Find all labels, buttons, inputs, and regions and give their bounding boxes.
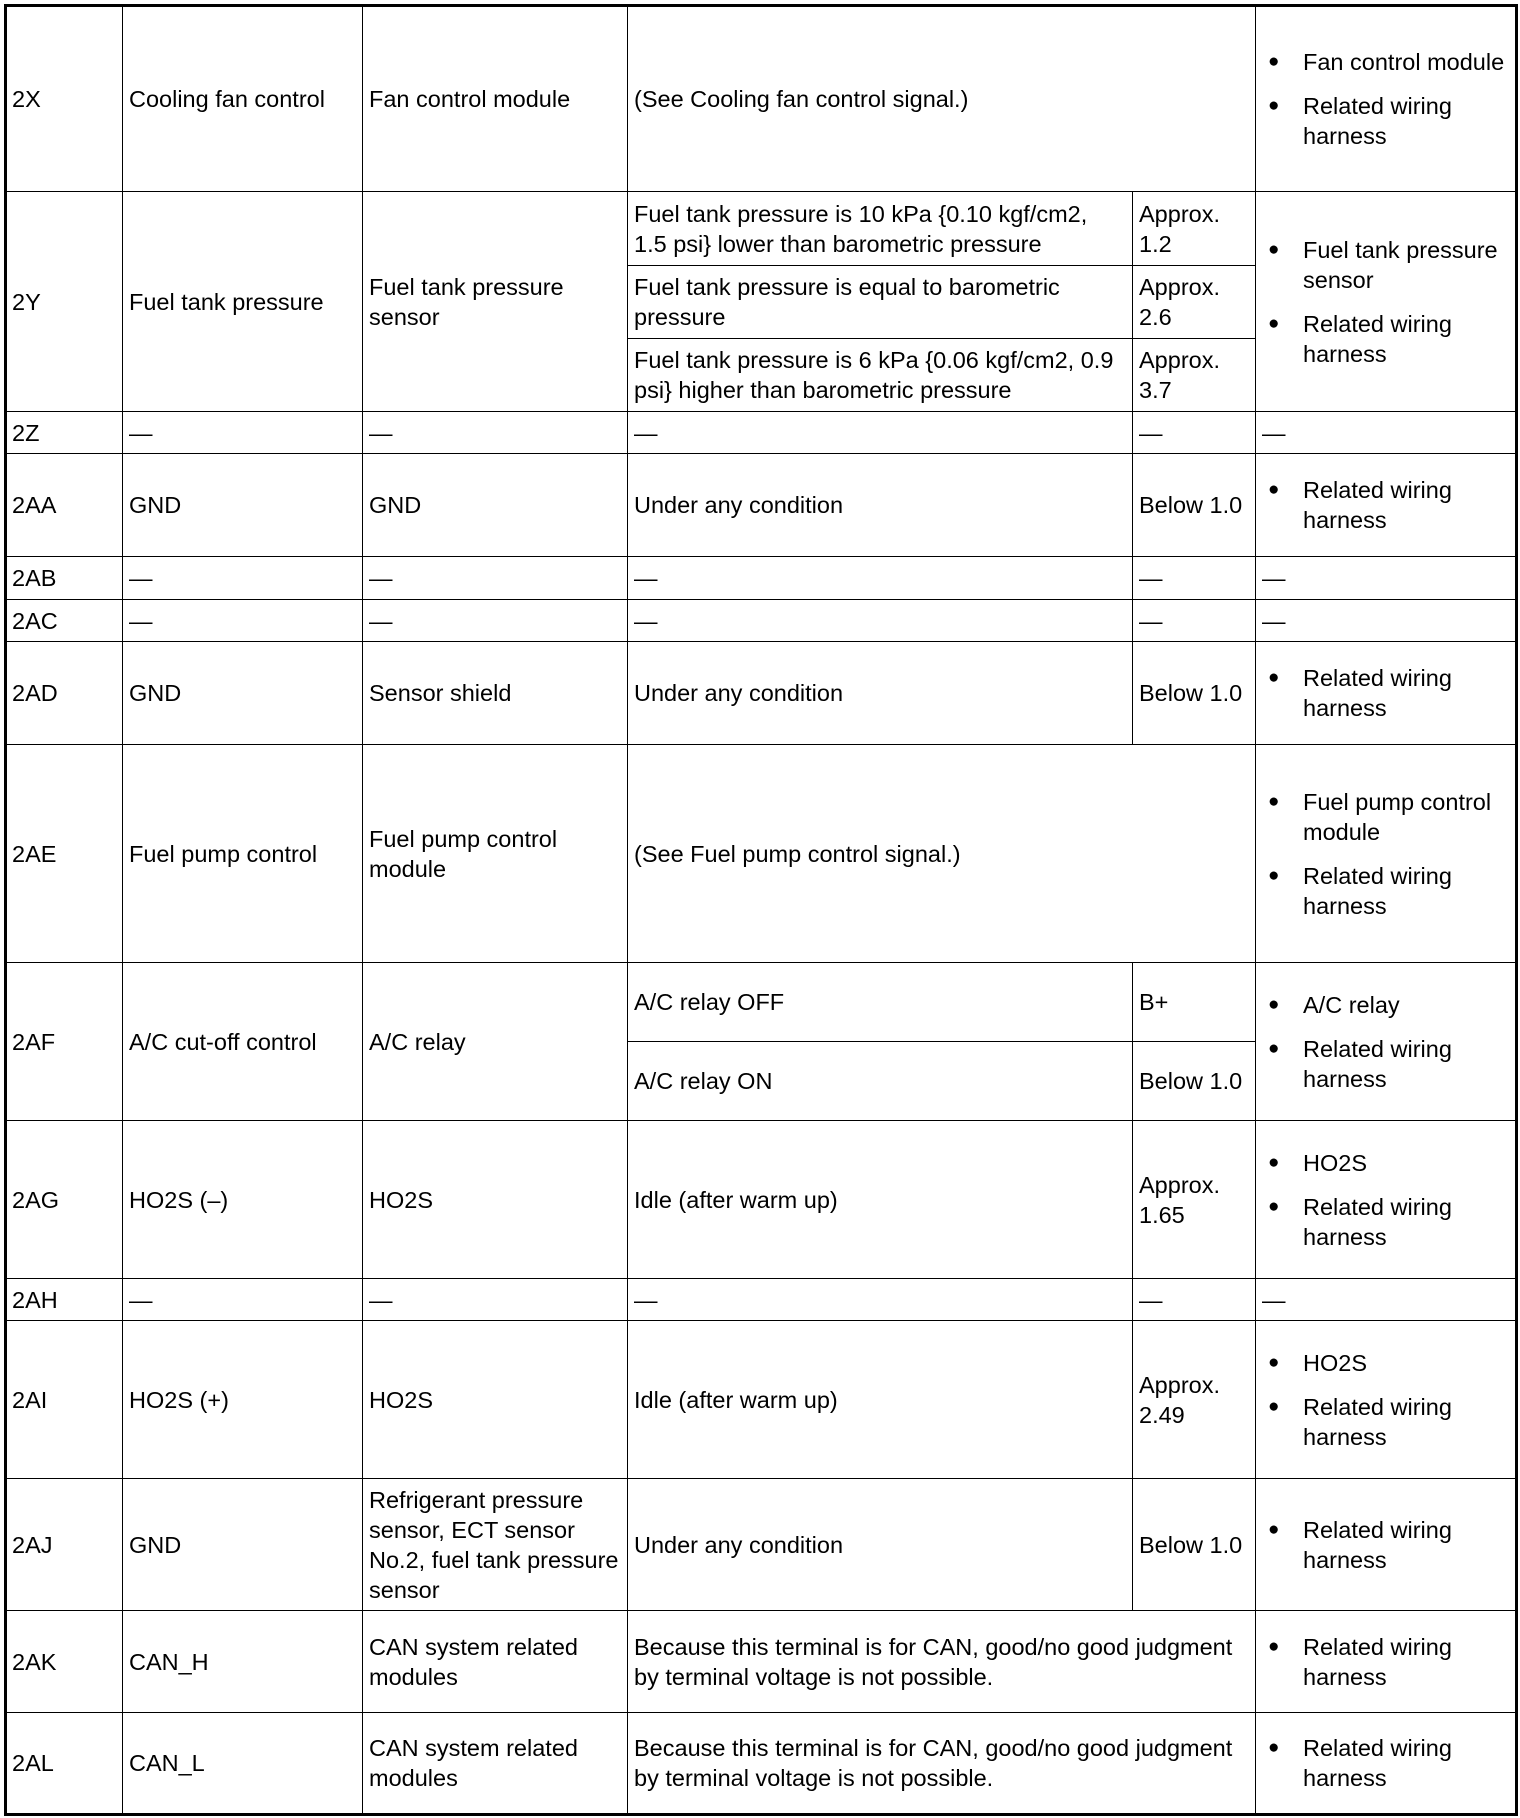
inspection-item: ● Related wiring harness [1303, 1034, 1509, 1094]
connected-to-cell: HO2S [363, 1121, 628, 1279]
signal-cell: CAN_L [123, 1713, 363, 1815]
connected-to-cell: CAN system related modules [363, 1713, 628, 1815]
table-row [6, 642, 1517, 745]
table-row [6, 600, 1517, 642]
inspection-item: ● Related wiring harness [1303, 1192, 1509, 1252]
inspection-item: ● A/C relay [1303, 990, 1509, 1020]
connected-to-cell: — [363, 1279, 628, 1321]
connected-to-cell: Fan control module [363, 6, 628, 192]
table-row [6, 1479, 1517, 1611]
signal-cell: A/C cut-off control [123, 963, 363, 1121]
inspection-cell [1256, 1479, 1517, 1611]
terminal-cell: 2AF [6, 963, 123, 1121]
measuring-condition-cell: (See Fuel pump control signal.) [628, 745, 1256, 963]
connected-to-cell: — [363, 412, 628, 454]
measuring-condition-cell: Fuel tank pressure is equal to barometric pressure [628, 266, 1133, 339]
inspection-cell: — [1256, 557, 1517, 600]
measuring-condition-cell: Fuel tank pressure is 6 kPa {0.06 kgf/cm2, 0.9 psi} higher than barometric pressure [628, 339, 1133, 412]
connected-to-cell: — [363, 600, 628, 642]
terminal-cell: 2X [6, 6, 123, 192]
signal-cell: CAN_H [123, 1611, 363, 1713]
terminal-cell: 2AK [6, 1611, 123, 1713]
inspection-cell [1256, 1321, 1517, 1479]
measuring-condition-cell: Because this terminal is for CAN, good/no good judgment by terminal voltage is not possible. [628, 1713, 1256, 1815]
connected-to-cell: Sensor shield [363, 642, 628, 745]
inspection-item: ● Fuel tank pressure sensor [1303, 235, 1509, 295]
measuring-condition-cell: Under any condition [628, 454, 1133, 557]
connected-to-cell: CAN system related modules [363, 1611, 628, 1713]
connected-to-cell: Refrigerant pressure sensor, ECT sensor No.2, fuel tank pressure sensor [363, 1479, 628, 1611]
table-row [6, 6, 1517, 192]
voltage-cell: Approx. 1.65 [1133, 1121, 1256, 1279]
inspection-cell [1256, 6, 1517, 192]
measuring-condition-cell: — [628, 1279, 1133, 1321]
voltage-cell: Below 1.0 [1133, 454, 1256, 557]
table-row [6, 412, 1517, 454]
table-row [6, 192, 1517, 266]
inspection-cell [1256, 1713, 1517, 1815]
measuring-condition-cell: Idle (after warm up) [628, 1121, 1133, 1279]
signal-cell: Cooling fan control [123, 6, 363, 192]
inspection-item: ● Related wiring harness [1303, 309, 1509, 369]
inspection-cell [1256, 454, 1517, 557]
connected-to-cell: HO2S [363, 1321, 628, 1479]
voltage-cell: — [1133, 557, 1256, 600]
voltage-cell: Approx. 2.6 [1133, 266, 1256, 339]
measuring-condition-cell: — [628, 412, 1133, 454]
signal-cell: — [123, 1279, 363, 1321]
measuring-condition-cell: (See Cooling fan control signal.) [628, 6, 1256, 192]
terminal-cell: 2AJ [6, 1479, 123, 1611]
terminal-cell: 2AE [6, 745, 123, 963]
table-row [6, 1713, 1517, 1815]
connected-to-cell: Fuel pump control module [363, 745, 628, 963]
terminal-cell: 2AI [6, 1321, 123, 1479]
terminal-cell: 2Y [6, 192, 123, 412]
inspection-cell [1256, 963, 1517, 1121]
terminal-cell: 2AD [6, 642, 123, 745]
terminal-cell: 2AH [6, 1279, 123, 1321]
table-row [6, 745, 1517, 963]
terminal-cell: 2Z [6, 412, 123, 454]
inspection-item: ● Related wiring harness [1303, 1632, 1509, 1692]
voltage-cell: Approx. 1.2 [1133, 192, 1256, 266]
inspection-cell [1256, 642, 1517, 745]
signal-cell: Fuel tank pressure [123, 192, 363, 412]
table-row [6, 1611, 1517, 1713]
inspection-item: ● Related wiring harness [1303, 663, 1509, 723]
inspection-item: ● Related wiring harness [1303, 91, 1509, 151]
voltage-cell: — [1133, 600, 1256, 642]
measuring-condition-cell: Under any condition [628, 1479, 1133, 1611]
inspection-cell: — [1256, 1279, 1517, 1321]
table-row [6, 1279, 1517, 1321]
connected-to-cell: GND [363, 454, 628, 557]
inspection-cell [1256, 192, 1517, 412]
table-row [6, 454, 1517, 557]
connected-to-cell: Fuel tank pressure sensor [363, 192, 628, 412]
voltage-cell: Below 1.0 [1133, 1479, 1256, 1611]
voltage-cell: Approx. 2.49 [1133, 1321, 1256, 1479]
signal-cell: — [123, 412, 363, 454]
measuring-condition-cell: A/C relay ON [628, 1042, 1133, 1121]
inspection-cell [1256, 1121, 1517, 1279]
voltage-cell: Approx. 3.7 [1133, 339, 1256, 412]
terminal-cell: 2AG [6, 1121, 123, 1279]
voltage-cell: Below 1.0 [1133, 1042, 1256, 1121]
inspection-cell: — [1256, 600, 1517, 642]
inspection-cell [1256, 745, 1517, 963]
measuring-condition-cell: — [628, 600, 1133, 642]
table-row [6, 1321, 1517, 1479]
signal-cell: — [123, 557, 363, 600]
inspection-item: ● HO2S [1303, 1348, 1509, 1378]
signal-cell: HO2S (–) [123, 1121, 363, 1279]
voltage-cell: B+ [1133, 963, 1256, 1042]
measuring-condition-cell: A/C relay OFF [628, 963, 1133, 1042]
voltage-cell: Below 1.0 [1133, 642, 1256, 745]
measuring-condition-cell: Under any condition [628, 642, 1133, 745]
signal-cell: — [123, 600, 363, 642]
inspection-item: ● Related wiring harness [1303, 475, 1509, 535]
signal-cell: GND [123, 454, 363, 557]
table-row [6, 1121, 1517, 1279]
terminal-cell: 2AC [6, 600, 123, 642]
inspection-item: ● Related wiring harness [1303, 1515, 1509, 1575]
inspection-item: ● Fuel pump control module [1303, 787, 1509, 847]
inspection-item: ● Related wiring harness [1303, 1733, 1509, 1793]
inspection-cell [1256, 1611, 1517, 1713]
terminal-cell: 2AB [6, 557, 123, 600]
signal-cell: GND [123, 1479, 363, 1611]
measuring-condition-cell: Fuel tank pressure is 10 kPa {0.10 kgf/cm2, 1.5 psi} lower than barometric pressure [628, 192, 1133, 266]
signal-cell: GND [123, 642, 363, 745]
inspection-item: ● Fan control module [1303, 47, 1509, 77]
voltage-cell: — [1133, 412, 1256, 454]
terminal-cell: 2AL [6, 1713, 123, 1815]
connected-to-cell: — [363, 557, 628, 600]
signal-cell: HO2S (+) [123, 1321, 363, 1479]
terminal-cell: 2AA [6, 454, 123, 557]
signal-cell: Fuel pump control [123, 745, 363, 963]
inspection-item: ● Related wiring harness [1303, 861, 1509, 921]
inspection-item: ● HO2S [1303, 1148, 1509, 1178]
table-row [6, 963, 1517, 1042]
table-row [6, 557, 1517, 600]
measuring-condition-cell: Idle (after warm up) [628, 1321, 1133, 1479]
voltage-cell: — [1133, 1279, 1256, 1321]
terminal-voltage-table [4, 4, 1518, 1816]
measuring-condition-cell: — [628, 557, 1133, 600]
inspection-item: ● Related wiring harness [1303, 1392, 1509, 1452]
connected-to-cell: A/C relay [363, 963, 628, 1121]
measuring-condition-cell: Because this terminal is for CAN, good/no good judgment by terminal voltage is not possible. [628, 1611, 1256, 1713]
inspection-cell: — [1256, 412, 1517, 454]
